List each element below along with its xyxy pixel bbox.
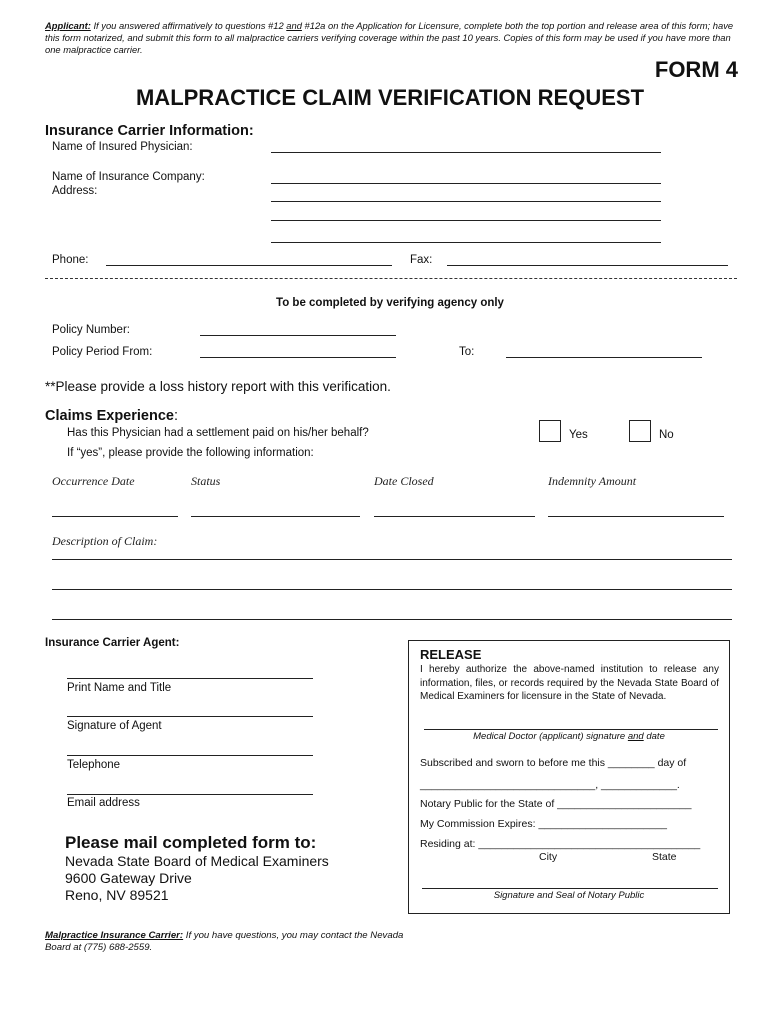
notary-seal-caption: Signature and Seal of Notary Public — [493, 890, 645, 901]
occurrence-date-field[interactable] — [52, 516, 178, 517]
insured-physician-label: Name of Insured Physician: — [52, 141, 193, 153]
column-date-closed: Date Closed — [374, 474, 434, 488]
column-indemnity-amount: Indemnity Amount — [548, 474, 637, 488]
date-closed-field[interactable] — [374, 516, 535, 517]
mail-heading: Please mail completed form to: — [65, 833, 317, 852]
description-line-1[interactable] — [52, 559, 732, 560]
claims-heading-text: Claims Experience — [45, 408, 174, 424]
sig-caption-after: date — [643, 731, 665, 742]
notary-signature-field[interactable] — [422, 888, 718, 889]
release-text: I hereby authorize the above-named institution to release any information, files, or records required by the Nevada State Board of Medical Examiners for licensure in the State of Nevada. — [420, 664, 719, 702]
agency-heading: To be completed by verifying agency only — [276, 297, 504, 309]
applicant-signature-caption — [409, 731, 729, 742]
mail-address-line3: Reno, NV 89521 — [65, 887, 169, 903]
section-divider — [45, 278, 737, 279]
agent-telephone-label: Telephone — [67, 759, 121, 771]
carrier-info-heading: Insurance Carrier Information: — [45, 123, 254, 139]
page-title: MALPRACTICE CLAIM VERIFICATION REQUEST — [135, 85, 645, 110]
footer-note — [45, 930, 405, 954]
residing-at: Residing at: ______________________________________ — [420, 838, 701, 850]
mail-address — [65, 853, 329, 904]
agent-signature-field[interactable] — [67, 716, 313, 717]
indemnity-amount-field[interactable] — [548, 516, 724, 517]
column-status: Status — [191, 474, 221, 488]
instructions-text-1: If you answered affirmatively to questions #12 — [90, 20, 287, 31]
sig-caption-before: Medical Doctor (applicant) signature — [473, 731, 628, 742]
sig-caption-and: and — [627, 731, 644, 742]
release-heading: RELEASE — [420, 647, 482, 662]
mail-address-line2: 9600 Gateway Drive — [65, 870, 192, 886]
address-field-2[interactable] — [271, 220, 661, 221]
phone-field[interactable] — [106, 265, 392, 266]
address-label: Address: — [52, 185, 98, 197]
description-line-3[interactable] — [52, 619, 732, 620]
insurance-company-field[interactable] — [271, 183, 661, 184]
agent-heading: Insurance Carrier Agent: — [45, 637, 180, 649]
commission-expires: My Commission Expires: ______________________ — [420, 818, 667, 830]
footer-text: If you have questions, you may contact the Nevada Board at (775) 688-2559. — [45, 930, 404, 953]
fax-label: Fax: — [410, 254, 433, 266]
policy-period-to-field[interactable] — [506, 357, 702, 358]
agent-telephone-field[interactable] — [67, 755, 313, 756]
state-label: State — [652, 851, 677, 863]
applicant-instructions — [45, 20, 745, 56]
city-label: City — [539, 851, 558, 863]
agent-email-field[interactable] — [67, 794, 313, 795]
subscribed-date-line: ______________________________, _____________. — [420, 779, 680, 791]
insurance-company-label: Name of Insurance Company: — [52, 171, 205, 183]
footer-lead: Malpractice Insurance Carrier: — [45, 930, 184, 941]
yes-checkbox[interactable] — [539, 420, 561, 442]
address-field-3[interactable] — [271, 242, 661, 243]
claims-heading-colon: : — [173, 408, 178, 424]
settlement-question: Has this Physician had a settlement paid on his/her behalf? — [67, 427, 369, 439]
description-line-2[interactable] — [52, 589, 732, 590]
policy-period-from-label: Policy Period From: — [52, 346, 153, 358]
policy-number-field[interactable] — [200, 335, 396, 336]
column-occurrence-date: Occurrence Date — [52, 474, 135, 488]
fax-field[interactable] — [447, 265, 728, 266]
policy-period-to-label: To: — [459, 346, 475, 358]
loss-history-note: **Please provide a loss history report with this verification. — [45, 379, 391, 394]
if-yes-instruction: If “yes”, please provide the following information: — [67, 447, 314, 459]
applicant-lead: Applicant: — [45, 20, 91, 31]
release-box — [408, 640, 730, 914]
address-field-1[interactable] — [271, 201, 661, 202]
no-label: No — [659, 429, 674, 441]
status-field[interactable] — [191, 516, 360, 517]
mail-address-line1: Nevada State Board of Medical Examiners — [65, 853, 329, 869]
subscribed-sworn: Subscribed and sworn to before me this ________ day of — [420, 757, 687, 769]
claims-heading — [45, 408, 178, 424]
yes-label: Yes — [569, 429, 588, 441]
agent-email-label: Email address — [67, 797, 140, 809]
instructions-text-2: #12a on the Application for Licensure, complete both the top portion and release area of this form; have this form notarized, and submit this form to all malpractice carriers verifying coverage within the past 10 years. Copies of this form may be used if you have more than one malpractice carrier. — [45, 20, 734, 55]
policy-period-from-field[interactable] — [200, 357, 396, 358]
no-checkbox[interactable] — [629, 420, 651, 442]
insured-physician-field[interactable] — [271, 152, 661, 153]
print-name-label: Print Name and Title — [67, 682, 172, 694]
policy-number-label: Policy Number: — [52, 324, 130, 336]
print-name-field[interactable] — [67, 678, 313, 679]
description-label: Description of Claim: — [52, 534, 158, 548]
form-number: FORM 4 — [654, 57, 738, 82]
notary-state: Notary Public for the State of _______________________ — [420, 798, 692, 810]
instructions-and: and — [286, 20, 302, 31]
applicant-signature-field[interactable] — [424, 729, 718, 730]
agent-signature-label: Signature of Agent — [67, 720, 162, 732]
phone-label: Phone: — [52, 254, 89, 266]
